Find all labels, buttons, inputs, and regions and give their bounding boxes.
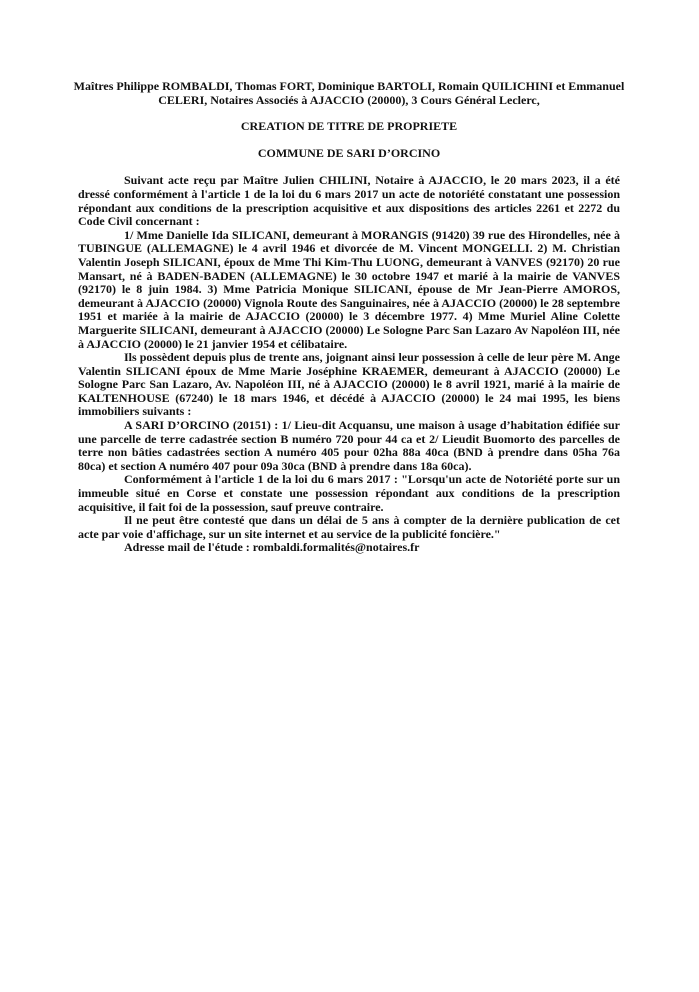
paragraph-law-quote: Conformément à l'article 1 de la loi du 6 mars 2017 : "Lorsqu'un acte de Notoriété porte sur un immeuble situé en Corse et constate une possession répondant aux conditions de la prescription acquisitive, il fait foi de la possession, sauf preuve contraire. [78,472,620,514]
paragraph-intro: Suivant acte reçu par Maître Julien CHILINI, Notaire à AJACCIO, le 20 mars 2023, il a été dressé conformément à l'article 1 de la loi du 6 mars 2017 un acte de notoriété constatant une possession répondant aux conditions de la prescription acquisitive et aux dispositions des articles 2261 et 2272 du Code Civil concernant : [78,173,620,229]
commune-heading: COMMUNE DE SARI D’ORCINO [257,145,441,160]
notaries-header: Maîtres Philippe ROMBALDI, Thomas FORT, Dominique BARTOLI, Romain QUILICHINI et Emmanuel CELERI, Notaires Associés à AJACCIO (20000), 3 Cours Général Leclerc, [73,79,625,107]
paragraph-owners: 1/ Mme Danielle Ida SILICANI, demeurant à MORANGIS (91420) 39 rue des Hirondelles, née à TUBINGUE (ALLEMAGNE) le 4 avril 1946 et divorcée de M. Vincent MONGELLI. 2) M. Christian Valentin Joseph SILICANI, époux de Mme Thi Kim-Thu LUONG, demeurant à VANVES (92170) 20 rue Mansart, né à BADEN-BADEN (ALLEMAGNE) le 30 octobre 1947 et marié à la mairie de VANVES (92170) le 8 juin 1984. 3) Mme Patricia Monique SILICANI, épouse de Mr Jean-Pierre AMOROS, demeurant à AJACCIO (20000) Vignola Route des Sanguinaires, née à AJACCIO (20000) le 28 septembre 1951 et mariée à la mairie de AJACCIO (20000) le 3 décembre 1977. 4) Mme Muriel Aline Colette Marguerite SILICANI, demeurant à AJACCIO (20000) Le Sologne Parc San Lazaro Av Napoléon III, née à AJACCIO (20000) le 21 janvier 1954 et célibataire. [78,227,620,351]
paragraph-contact-email: Adresse mail de l'étude : rombaldi.formalités@notaires.fr [124,540,420,555]
paragraph-possession: Ils possèdent depuis plus de trente ans, joignant ainsi leur possession à celle de leur père M. Ange Valentin SILICANI époux de Mme Marie Joséphine KRAEMER, demeurant à AJACCIO (20000) Le Sologne Parc San Lazaro, Av. Napoléon III, né à AJACCIO (20000) le 8 avril 1921, marié à la mairie de KALTENHOUSE (67240) le 18 mars 1946, et décédé à AJACCIO (20000) le 24 mai 1995, les biens immobiliers suivants : [78,350,620,419]
notice-title: CREATION DE TITRE DE PROPRIETE [240,119,458,134]
paragraph-properties: A SARI D’ORCINO (20151) : 1/ Lieu-dit Acquansu, une maison à usage d’habitation édifiée sur une parcelle de terre cadastrée section B numéro 720 pour 44 ca et 2/ Lieudit Buomorto des parcelles de terre non bâties cadastrées section A numéro 405 pour 02ha 88a 40ca (BND à prendre dans 05ha 76a 80ca) et section A numéro 407 pour 09a 30ca (BND à prendre dans 18a 60ca). [78,418,620,473]
legal-notice-page [73,79,625,555]
notice-body [78,174,620,555]
paragraph-contest-delay: Il ne peut être contesté que dans un délai de 5 ans à compter de la dernière publication de cet acte par voie d'affichage, sur un site internet et au service de la publicité foncière." [78,513,620,541]
